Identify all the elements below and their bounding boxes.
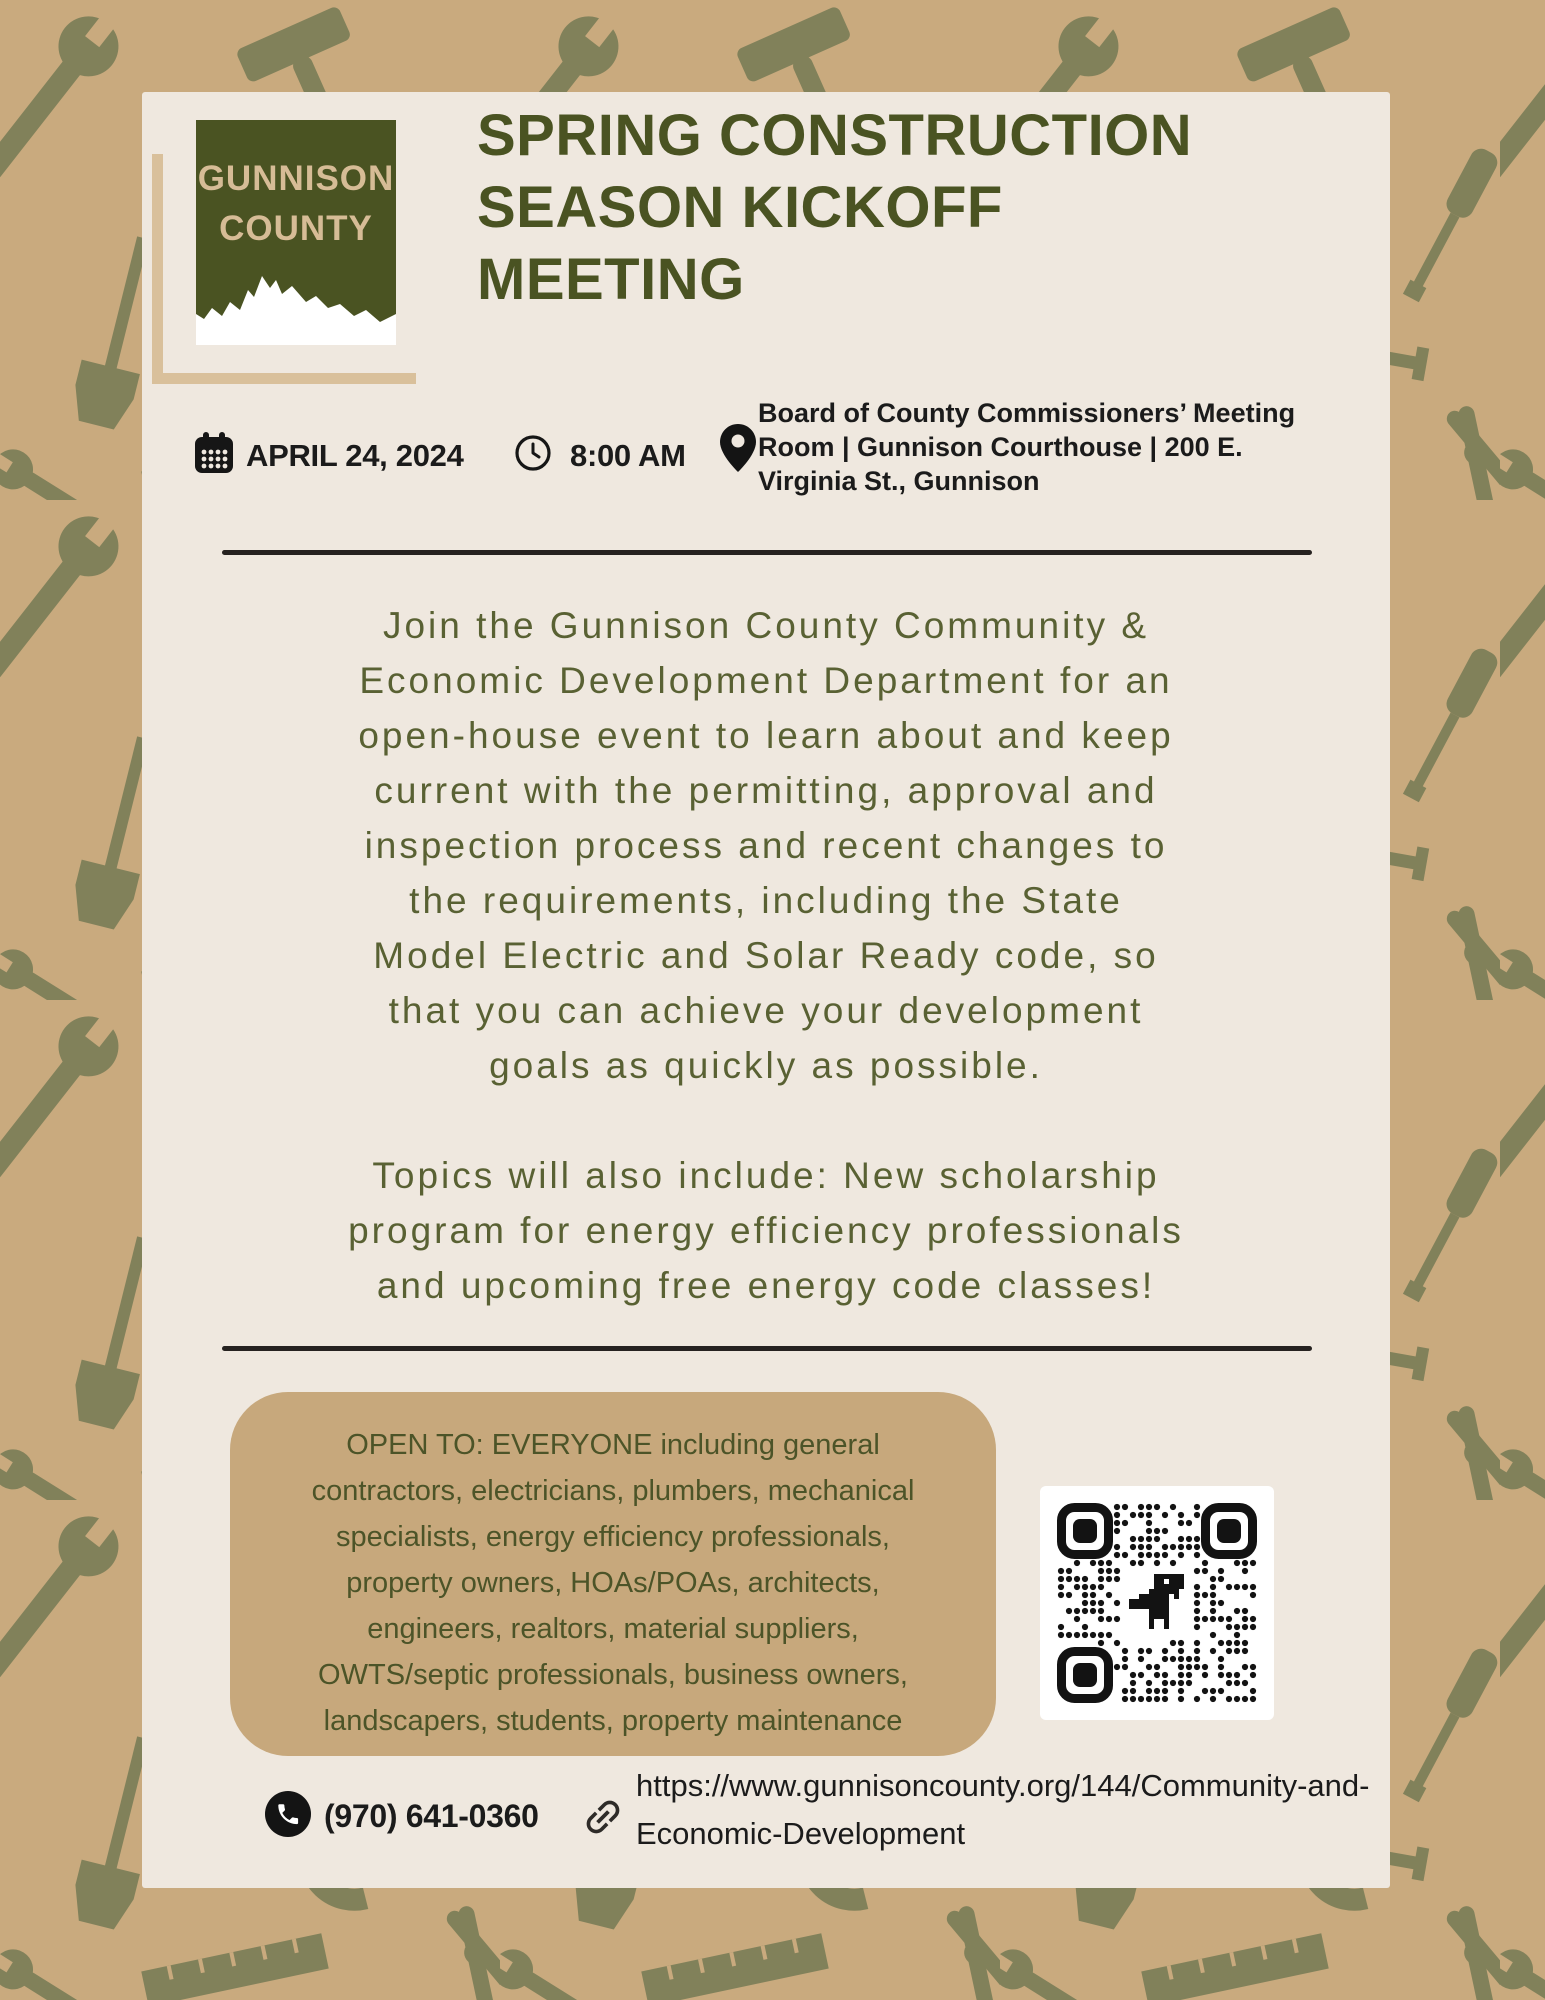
- title-line: MEETING: [477, 247, 745, 312]
- title-line: SPRING CONSTRUCTION: [477, 103, 1193, 168]
- open-to-line: property owners, HOAs/POAs, architects,: [346, 1567, 880, 1599]
- divider-top: [222, 550, 1312, 555]
- dino-icon: [1129, 1574, 1184, 1629]
- location-line: Virginia St., Gunnison: [758, 466, 1040, 496]
- event-date: APRIL 24, 2024: [246, 438, 464, 473]
- body-text-line: and upcoming free energy code classes!: [376, 1265, 1156, 1306]
- gunnison-county-logo: [196, 120, 396, 345]
- open-to-box: [230, 1392, 996, 1756]
- title-line: SEASON KICKOFF: [477, 175, 1003, 240]
- phone-number: (970) 641-0360: [324, 1798, 539, 1834]
- calendar-icon: [194, 432, 234, 474]
- body-text-line: Join the Gunnison County Community &: [382, 605, 1150, 646]
- phone-icon: [264, 1790, 312, 1838]
- body-text-line: program for energy efficiency professionals: [348, 1210, 1184, 1251]
- open-to-text: [230, 1392, 996, 1744]
- flyer-card: [142, 92, 1390, 1888]
- body-text-line: Economic Development Department for an: [359, 660, 1173, 701]
- open-to-line: landscapers, students, property maintenance: [323, 1705, 903, 1737]
- open-to-line: OWTS/septic professionals, business owners,: [318, 1659, 908, 1691]
- location-line: Room | Gunnison Courthouse | 200 E.: [758, 432, 1243, 462]
- event-location: [758, 396, 1378, 498]
- qr-code-graphic: [1040, 1486, 1274, 1720]
- topics-paragraph: [182, 1148, 1350, 1313]
- body-text-line: open-house event to learn about and keep: [358, 715, 1174, 756]
- logo-line2: COUNTY: [219, 209, 373, 248]
- logo-line1: GUNNISON: [197, 159, 395, 198]
- divider-bottom: [222, 1346, 1312, 1351]
- body-text-line: Model Electric and Solar Ready code, so: [373, 935, 1159, 976]
- open-to-line: engineers, realtors, material suppliers,: [367, 1613, 859, 1645]
- logo-text: [196, 120, 396, 254]
- location-pin-icon: [720, 424, 756, 472]
- page-title: [477, 100, 1377, 316]
- body-text-line: that you can achieve your development: [388, 990, 1144, 1031]
- clock-icon: [514, 434, 552, 472]
- qr-code: [1040, 1486, 1274, 1720]
- open-to-line: contractors, electricians, plumbers, mechanical: [311, 1475, 915, 1507]
- website-url: https://www.gunnisoncounty.org/144/Community-and-Economic-Development: [636, 1768, 1370, 1851]
- mountain-icon: [196, 250, 396, 345]
- body-text-line: goals as quickly as possible.: [489, 1045, 1043, 1086]
- open-to-line: OPEN TO: EVERYONE including general: [346, 1429, 880, 1461]
- event-time: 8:00 AM: [570, 438, 686, 473]
- link-icon: [580, 1794, 626, 1840]
- body-text-line: the requirements, including the State: [409, 880, 1123, 921]
- location-line: Board of County Commissioners’ Meeting: [758, 398, 1296, 428]
- intro-paragraph: [182, 598, 1350, 1093]
- body-text-line: Topics will also include: New scholarship: [372, 1155, 1160, 1196]
- body-text-line: inspection process and recent changes to: [364, 825, 1168, 866]
- open-to-line: specialists, energy efficiency professionals,: [336, 1521, 890, 1553]
- body-text-line: current with the permitting, approval and: [374, 770, 1158, 811]
